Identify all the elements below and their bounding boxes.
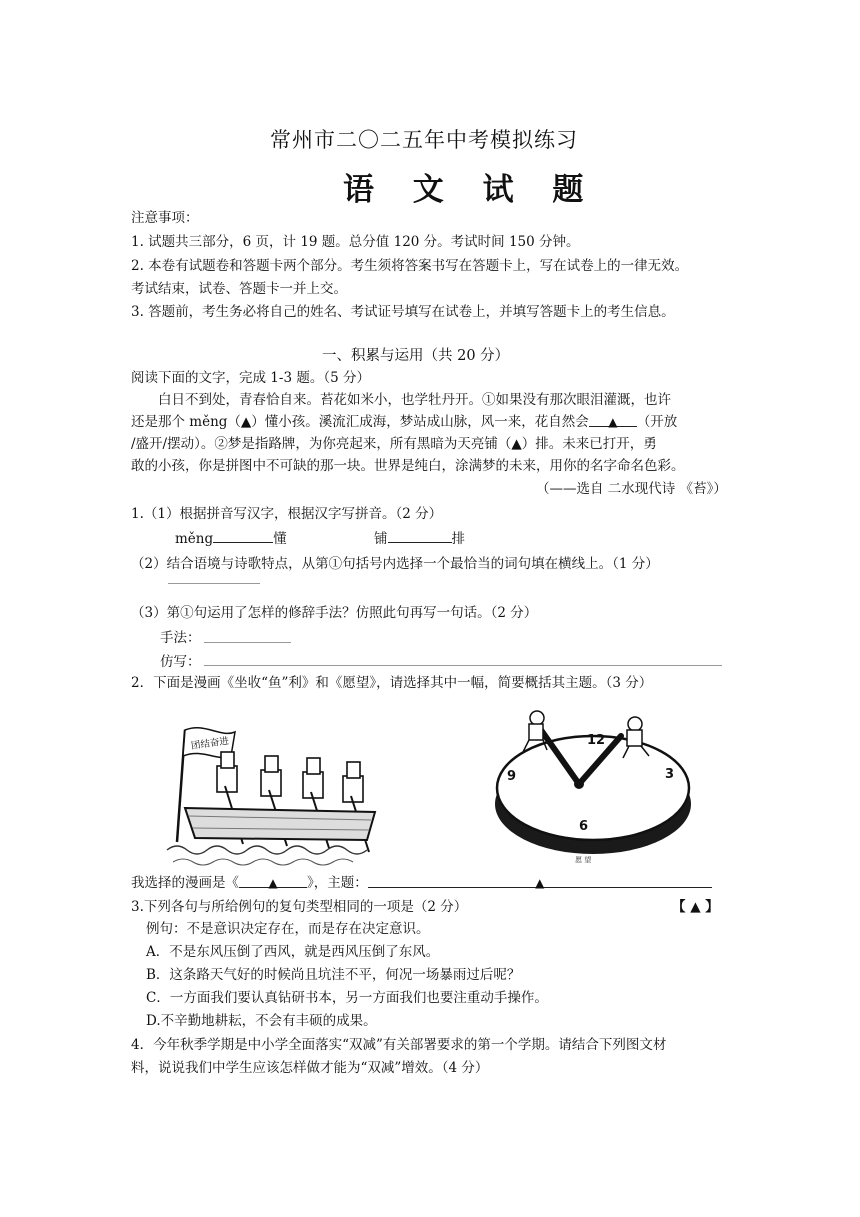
clock-number: 12	[587, 733, 606, 748]
notice-heading: 注意事项：	[131, 210, 199, 226]
q3-answer-bracket[interactable]: 【 ▲ 】	[672, 899, 719, 915]
q1-pinyin: měng	[175, 531, 214, 547]
q1-imitate-line[interactable]	[204, 665, 722, 666]
q1-char: 懂	[273, 531, 287, 547]
q1-answer-blank[interactable]	[388, 528, 452, 543]
triangle-mark: ▲	[535, 876, 545, 890]
q2-answer-line	[131, 873, 712, 893]
subject-title: 语 文 试 题	[343, 172, 598, 208]
poem-line: 白日不到处，青春恰自来。苔花如米小，也学牡丹开。①如果没有那次眼泪灌溉，也许	[158, 392, 671, 408]
triangle-mark: ▲	[608, 415, 618, 429]
q1-sub2-answer-line[interactable]	[168, 583, 260, 584]
q1-answer-blank[interactable]	[213, 528, 273, 543]
dragon-boat-cartoon	[165, 716, 377, 868]
q1-sub-3: （3）第①句运用了怎样的修辞手法？仿照此句再写一句话。（2 分）	[131, 605, 538, 621]
poem-line-text: （开放	[636, 414, 678, 430]
clock-number: 3	[665, 767, 675, 782]
notice-item-1: 1. 试题共三部分，6 页，计 19 题。总分值 120 分。考试时间 150 分钟。	[131, 234, 580, 250]
notice-item-2: 2. 本卷有试题卷和答题卡两个部分。考生须将答案书写在答题卡上，写在试卷上的一律无效。	[131, 258, 689, 274]
flag-label: 团结奋进	[190, 735, 230, 752]
q4-stem: 4．今年秋季学期是中小学全面落实“双减”有关部署要求的第一个学期。请结合下列图文材	[131, 1037, 667, 1053]
q1-method-label: 手法：	[160, 630, 201, 646]
poem-source: （——选自 二水现代诗 《苔》）	[536, 481, 727, 497]
exam-title: 常州市二〇二五年中考模拟练习	[270, 128, 578, 152]
reading-intro: 阅读下面的文字，完成 1-3 题。（5 分）	[131, 370, 370, 386]
q1-item-2	[374, 528, 465, 549]
q2-theme-blank[interactable]	[368, 873, 712, 888]
q3-option-c: C．一方面我们要认真钻研书本，另一方面我们也要注重动手操作。	[146, 990, 548, 1006]
poem-line	[131, 412, 677, 432]
notice-item-2-cont: 考试结束，试卷、答题卡一并上交。	[131, 281, 347, 297]
q4-stem-cont: 料，说说我们中学生应该怎样做才能为“双减”增效。（4 分）	[131, 1060, 489, 1076]
clock-caption: 愿 望	[575, 856, 592, 864]
section-heading: 一、积累与运用（共 20 分）	[322, 348, 510, 364]
poem-line: /盛开/摆动）。②梦是指路牌，为你亮起来，所有黑暗为天亮铺（▲）排。未来已打开，勇	[131, 436, 657, 452]
q3-option-a: A．不是东风压倒了西风，就是西风压倒了东风。	[146, 944, 440, 960]
notice-item-3: 3. 答题前，考生务必将自己的姓名、考试证号填写在试卷上，并填写答题卡上的考生信息。	[131, 304, 675, 320]
q2-cartoon-blank[interactable]	[239, 873, 307, 888]
q2-answer-prefix: 我选择的漫画是《	[131, 875, 239, 891]
q2-stem: 2．下面是漫画《坐收“鱼”利》和《愿望》，请选择其中一幅，简要概括其主题。（3 分）	[131, 675, 653, 691]
q3-option-b: B．这条路天气好的时候尚且坑洼不平，何况一场暴雨过后呢？	[146, 967, 521, 983]
q1-method-line[interactable]	[204, 642, 291, 643]
q2-answer-mid: 》，主题：	[307, 875, 368, 891]
q3-example: 例句：不是意识决定存在，而是存在决定意识。	[146, 921, 430, 937]
poem-line-text: 还是那个 měng（▲）懂小孩。溪流汇成海，梦站成山脉，风一来，花自然会	[131, 414, 589, 430]
q3-option-d: D.不辛勤地耕耘，不会有丰硕的成果。	[146, 1013, 377, 1029]
triangle-mark: ▲	[268, 876, 278, 890]
clock-number: 6	[579, 819, 589, 834]
q1-char: 铺	[374, 531, 388, 547]
q1-imitate-label: 仿写：	[160, 654, 201, 670]
clock-cartoon	[489, 708, 699, 868]
q3-stem: 3.下列各句与所给例句的复句类型相同的一项是（2 分）	[131, 899, 468, 915]
clock-number: 9	[507, 769, 517, 784]
q1-stem: 1.（1）根据拼音写汉字，根据汉字写拼音。（2 分）	[131, 506, 443, 522]
q1-sub-2: （2）结合语境与诗歌特点，从第①句括号内选择一个最恰当的词句填在横线上。（1 分）	[131, 556, 659, 572]
poem-blank	[589, 412, 637, 427]
q1-item-1	[175, 528, 287, 549]
poem-line: 敢的小孩，你是拼图中不可缺的那一块。世界是纯白，涂满梦的未来，用你的名字命名色彩。	[131, 458, 685, 474]
q1-char: 排	[451, 531, 465, 547]
